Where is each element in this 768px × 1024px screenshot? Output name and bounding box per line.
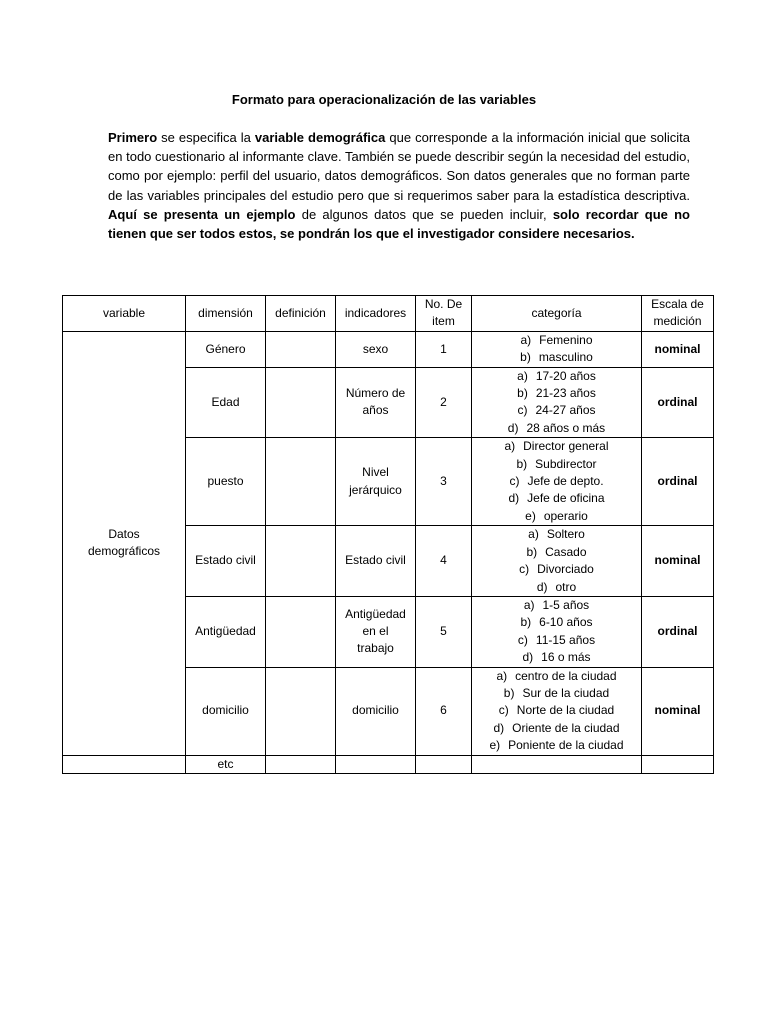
list-item: [474, 490, 639, 507]
categoria-cell: [472, 596, 642, 667]
indicador-line: años: [362, 403, 389, 418]
indicador-line: Número de: [345, 386, 406, 401]
list-item: [474, 349, 639, 366]
categoria-label: 21-23 años: [535, 386, 596, 401]
categoria-label: Casado: [545, 544, 587, 559]
item-number-cell: 3: [416, 438, 472, 526]
intro-text: se especifica la: [157, 130, 255, 145]
list-marker: c): [517, 403, 528, 418]
intro-paragraph: [108, 128, 690, 243]
escala-cell: nominal: [642, 667, 714, 755]
indicador-cell: [336, 755, 416, 773]
intro-bold-text: Aquí se presenta un ejemplo: [108, 206, 296, 222]
list-marker: d): [522, 650, 534, 665]
list-item: [474, 385, 639, 402]
list-item: [474, 614, 639, 631]
indicador-line: en el: [362, 624, 389, 639]
categoria-label: Oriente de la ciudad: [512, 720, 620, 735]
operationalization-table: [62, 295, 714, 774]
escala-cell: ordinal: [642, 596, 714, 667]
dimension-cell: puesto: [186, 438, 266, 526]
categoria-list: [474, 332, 639, 367]
variable-name-line1: Datos: [108, 526, 140, 541]
indicador-line: domicilio: [352, 703, 399, 718]
header-escala-line2: medición: [653, 314, 702, 329]
definicion-cell: [266, 526, 336, 597]
list-item: [474, 438, 639, 455]
list-marker: c): [519, 562, 530, 577]
header-categoria: categoría: [472, 296, 642, 332]
categoria-label: 28 años o más: [526, 420, 606, 435]
list-item: [474, 649, 639, 666]
list-item: [474, 597, 639, 614]
dimension-cell: Estado civil: [186, 526, 266, 597]
list-item: [474, 685, 639, 702]
variable-cell: [63, 331, 186, 755]
list-marker: b): [503, 685, 515, 700]
list-item: [474, 544, 639, 561]
list-item: [474, 668, 639, 685]
definicion-cell: [266, 667, 336, 755]
categoria-label: otro: [555, 579, 577, 594]
list-item: [474, 561, 639, 578]
categoria-label: masculino: [538, 350, 593, 365]
header-item-line2: item: [432, 314, 455, 329]
list-marker: b): [520, 350, 531, 365]
categoria-list: [474, 526, 639, 596]
escala-cell: ordinal: [642, 367, 714, 438]
list-marker: a): [528, 527, 539, 542]
indicador-cell: [336, 438, 416, 526]
categoria-label: centro de la ciudad: [515, 668, 617, 683]
categoria-label: 1-5 años: [542, 597, 590, 612]
dimension-cell: domicilio: [186, 667, 266, 755]
list-item: [474, 420, 639, 437]
item-number-cell: 5: [416, 596, 472, 667]
list-marker: b): [517, 386, 528, 401]
categoria-label: Sur de la ciudad: [522, 685, 610, 700]
indicador-cell: [336, 667, 416, 755]
list-marker: d): [536, 579, 548, 594]
escala-cell: nominal: [642, 331, 714, 367]
item-number-cell: 4: [416, 526, 472, 597]
dimension-cell: etc: [186, 755, 266, 773]
indicador-line: trabajo: [357, 641, 394, 656]
variable-cell-empty: [63, 755, 186, 773]
list-item: [474, 526, 639, 543]
indicador-line: sexo: [362, 341, 389, 356]
categoria-label: Femenino: [539, 332, 593, 347]
categoria-cell: [472, 755, 642, 773]
categoria-list: [474, 597, 639, 667]
list-item: [474, 702, 639, 719]
indicador-line: Antigüedad: [345, 606, 406, 621]
header-item-line1: No. De: [424, 297, 463, 311]
header-variable: variable: [63, 296, 186, 332]
indicador-cell: [336, 331, 416, 367]
categoria-list: [474, 438, 639, 525]
variable-name-line2: demográficos: [87, 544, 161, 559]
categoria-cell: [472, 367, 642, 438]
list-marker: c): [509, 474, 520, 489]
indicador-line: Estado civil: [345, 553, 406, 568]
categoria-label: Norte de la ciudad: [516, 703, 615, 718]
table-header-row: [63, 296, 714, 332]
list-marker: a): [517, 368, 528, 383]
categoria-label: Divorciado: [537, 562, 594, 577]
categoria-label: Soltero: [546, 527, 585, 542]
dimension-cell: Género: [186, 331, 266, 367]
list-item: [474, 737, 639, 754]
list-marker: a): [520, 332, 532, 347]
list-item: [474, 456, 639, 473]
categoria-label: 11-15 años: [535, 632, 596, 647]
intro-text: de algunos datos que se pueden incluir,: [295, 206, 553, 222]
categoria-label: Jefe de oficina: [527, 491, 605, 506]
categoria-label: Subdirector: [535, 456, 597, 471]
categoria-cell: [472, 331, 642, 367]
list-item: [474, 508, 639, 525]
intro-bold-text: solo recordar que no tienen que ser todos estos, se pondrán los que el investigador considere necesarios.: [108, 206, 690, 242]
dimension-cell: Edad: [186, 367, 266, 438]
table-row: [63, 755, 714, 773]
list-marker: d): [508, 491, 520, 506]
list-marker: a): [504, 439, 516, 454]
list-marker: a): [523, 597, 535, 612]
item-number-cell: 6: [416, 667, 472, 755]
item-number-cell: 2: [416, 367, 472, 438]
header-item: [416, 296, 472, 332]
list-item: [474, 720, 639, 737]
header-definicion: definición: [266, 296, 336, 332]
intro-text: que corresponde a la información inicial que solicita en todo cuestionario al informante clave. También se puede describir según la necesidad del estudio, como por ejemplo: perfil del usuario, datos demográficos. Son datos generales que no forman parte de las variables principales del estudio pero que si requerimos saber para la estadística descriptiva.: [108, 130, 690, 203]
list-marker: a): [496, 668, 508, 683]
table-row: [63, 331, 714, 367]
categoria-label: 16 o más: [541, 650, 591, 665]
indicador-line: Nivel: [362, 465, 389, 480]
list-item: [474, 632, 639, 649]
definicion-cell: [266, 596, 336, 667]
list-marker: b): [526, 544, 538, 559]
definicion-cell: [266, 367, 336, 438]
intro-bold-text: variable demográfica: [254, 130, 386, 145]
list-item: [474, 332, 639, 349]
list-marker: b): [520, 615, 532, 630]
list-item: [474, 579, 639, 596]
list-item: [474, 368, 639, 385]
header-escala-line1: Escala de: [651, 297, 704, 311]
definicion-cell: [266, 755, 336, 773]
list-marker: c): [517, 632, 528, 647]
categoria-label: Poniente de la ciudad: [508, 738, 624, 753]
list-marker: e): [489, 738, 501, 753]
categoria-list: [474, 368, 639, 438]
indicador-cell: [336, 526, 416, 597]
categoria-cell: [472, 667, 642, 755]
header-escala: [642, 296, 714, 332]
indicador-cell: [336, 367, 416, 438]
item-number-cell: [416, 755, 472, 773]
list-marker: b): [516, 456, 528, 471]
list-item: [474, 402, 639, 419]
list-marker: c): [498, 703, 509, 718]
list-marker: d): [493, 720, 505, 735]
item-number-cell: 1: [416, 331, 472, 367]
dimension-cell: Antigüedad: [186, 596, 266, 667]
escala-cell: nominal: [642, 526, 714, 597]
categoria-label: Jefe de depto.: [527, 474, 604, 489]
intro-bold-text: Primero: [108, 130, 158, 145]
definicion-cell: [266, 438, 336, 526]
indicador-line: jerárquico: [349, 482, 402, 497]
categoria-cell: [472, 526, 642, 597]
categoria-label: Director general: [523, 439, 609, 454]
definicion-cell: [266, 331, 336, 367]
categoria-list: [474, 668, 639, 755]
indicador-cell: [336, 596, 416, 667]
list-item: [474, 473, 639, 490]
escala-cell: [642, 755, 714, 773]
header-dimension: dimensión: [186, 296, 266, 332]
list-marker: d): [507, 420, 519, 435]
escala-cell: ordinal: [642, 438, 714, 526]
list-marker: e): [525, 508, 536, 523]
categoria-label: 24-27 años: [535, 403, 596, 418]
categoria-label: 6-10 años: [539, 615, 593, 630]
categoria-cell: [472, 438, 642, 526]
categoria-label: operario: [543, 508, 588, 523]
page-title: Formato para operacionalización de las variables: [231, 92, 537, 107]
header-indicadores: indicadores: [336, 296, 416, 332]
categoria-label: 17-20 años: [535, 368, 596, 383]
